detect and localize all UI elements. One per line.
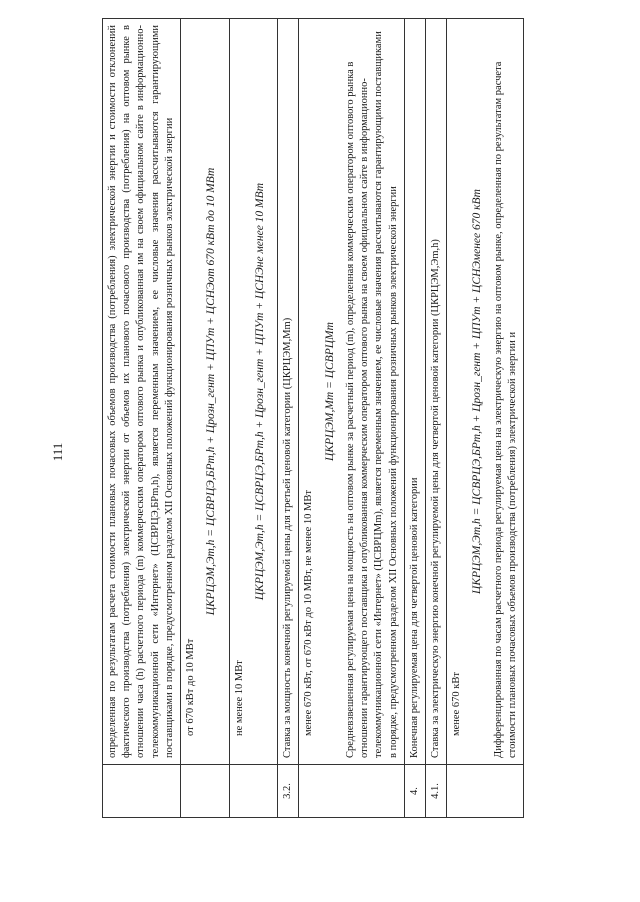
- page-number: 111: [50, 442, 65, 462]
- row-number: [299, 765, 404, 818]
- table-row: [404, 19, 425, 818]
- formula: ЦКРЦЭМ,Эm,h = ЦСВРЦЭ,БРm,h + Црозн_генm + ЦПУm + ЦСНЭне менее 10 МВт: [253, 182, 266, 601]
- row-number: [103, 765, 181, 818]
- row-text: Ставка за мощность конечной регулируемой цены для третьей ценовой категории (ЦКРЦЭМ,Мm): [278, 19, 299, 765]
- document-sheet: [102, 18, 602, 818]
- formula: ЦКРЦЭМ,Эm,h = ЦСВРЦЭ,БРm,h + Црозн_генm + ЦПУm + ЦСНЭот 670 кВт до 10 МВт: [205, 167, 218, 616]
- row-description: Дифференцированная по часам расчетного периода регулируемая цена на электрическую энергию на оптовом рынке, определенная по результатам расчета стоимости плановых почасовых объемов производства (потребления) электрической энергии и: [492, 61, 518, 758]
- row-text: менее 670 кВт, от 670 кВт до 10 МВт, не менее 10 МВт: [303, 490, 315, 736]
- row-number: 4.: [404, 765, 425, 818]
- row-text: Ставка за электрическую энергию конечной регулируемой цены для четвертой ценовой категории (ЦКРЦЭМ,Эm,h): [425, 19, 446, 765]
- row-text: определенная по результатам расчета стоимости плановых почасовых объемов производства (потребления) электрической энергии и стоимости отклонений фактического производства (потребления) электрической энергии от объемов их планового почасового производства (потребления) на оптовом рынке в отношении часа (h) расчетного периода (m) коммерческим оператором оптового рынка и опубликованная им на своем официальном сайте в информационно-телекоммуникационной сети «Интернет» (ЦСВРЦЭ,БРm,h), является переменным значением, ее числовые значения рассчитываются гарантирующими поставщиками в порядке, предусмотренном разделом XII Основных положений функционирования розничных рынков электрической энергии: [103, 19, 181, 765]
- row-text: менее 670 кВт: [451, 672, 463, 736]
- table-row: [299, 19, 404, 818]
- table-row: [229, 19, 278, 818]
- row-number: [229, 765, 278, 818]
- row-cell: [180, 19, 229, 765]
- row-text: от 670 кВт до 10 МВт: [184, 638, 196, 736]
- row-description: Средневзвешенная регулируемая цена на мощность на оптовом рынке за расчетный период (m), определенная коммерческим оператором оптового рынка в отношении гарантирующего поставщика и опубликованная коммерческим оператором оптового рынка на своем официальном сайте в информационно-телекоммуникационной сети «Интернет» (ЦСВРЦМm), является переменным значением, ее числовые значения рассчитываются гарантирующими поставщиками в порядке, предусмотренном разделом XII Основных положений функционирования розничных рынков электрической энергии: [345, 31, 399, 758]
- row-cell: [447, 19, 524, 765]
- row-number: 3.2.: [278, 765, 299, 818]
- row-text: Конечная регулируемая цена для четвертой ценовой категории: [404, 19, 425, 765]
- row-number: [447, 765, 524, 818]
- row-cell: [299, 19, 404, 765]
- table-row: [425, 19, 446, 818]
- formula: ЦКРЦЭМ,Мm = ЦСВРЦМm: [323, 322, 336, 461]
- row-number: [180, 765, 229, 818]
- formula: ЦКРЦЭМ,Эm,h = ЦСВРЦЭ,БРm,h + Црозн_генm + ЦПУm + ЦСНЭменее 670 кВт: [471, 189, 484, 594]
- row-text: не менее 10 МВт: [233, 660, 245, 736]
- table-row: [180, 19, 229, 818]
- table-row: [103, 19, 181, 818]
- table-row: [278, 19, 299, 818]
- table-row: [447, 19, 524, 818]
- tariff-table: [102, 18, 524, 818]
- row-cell: [229, 19, 278, 765]
- row-number: 4.1.: [425, 765, 446, 818]
